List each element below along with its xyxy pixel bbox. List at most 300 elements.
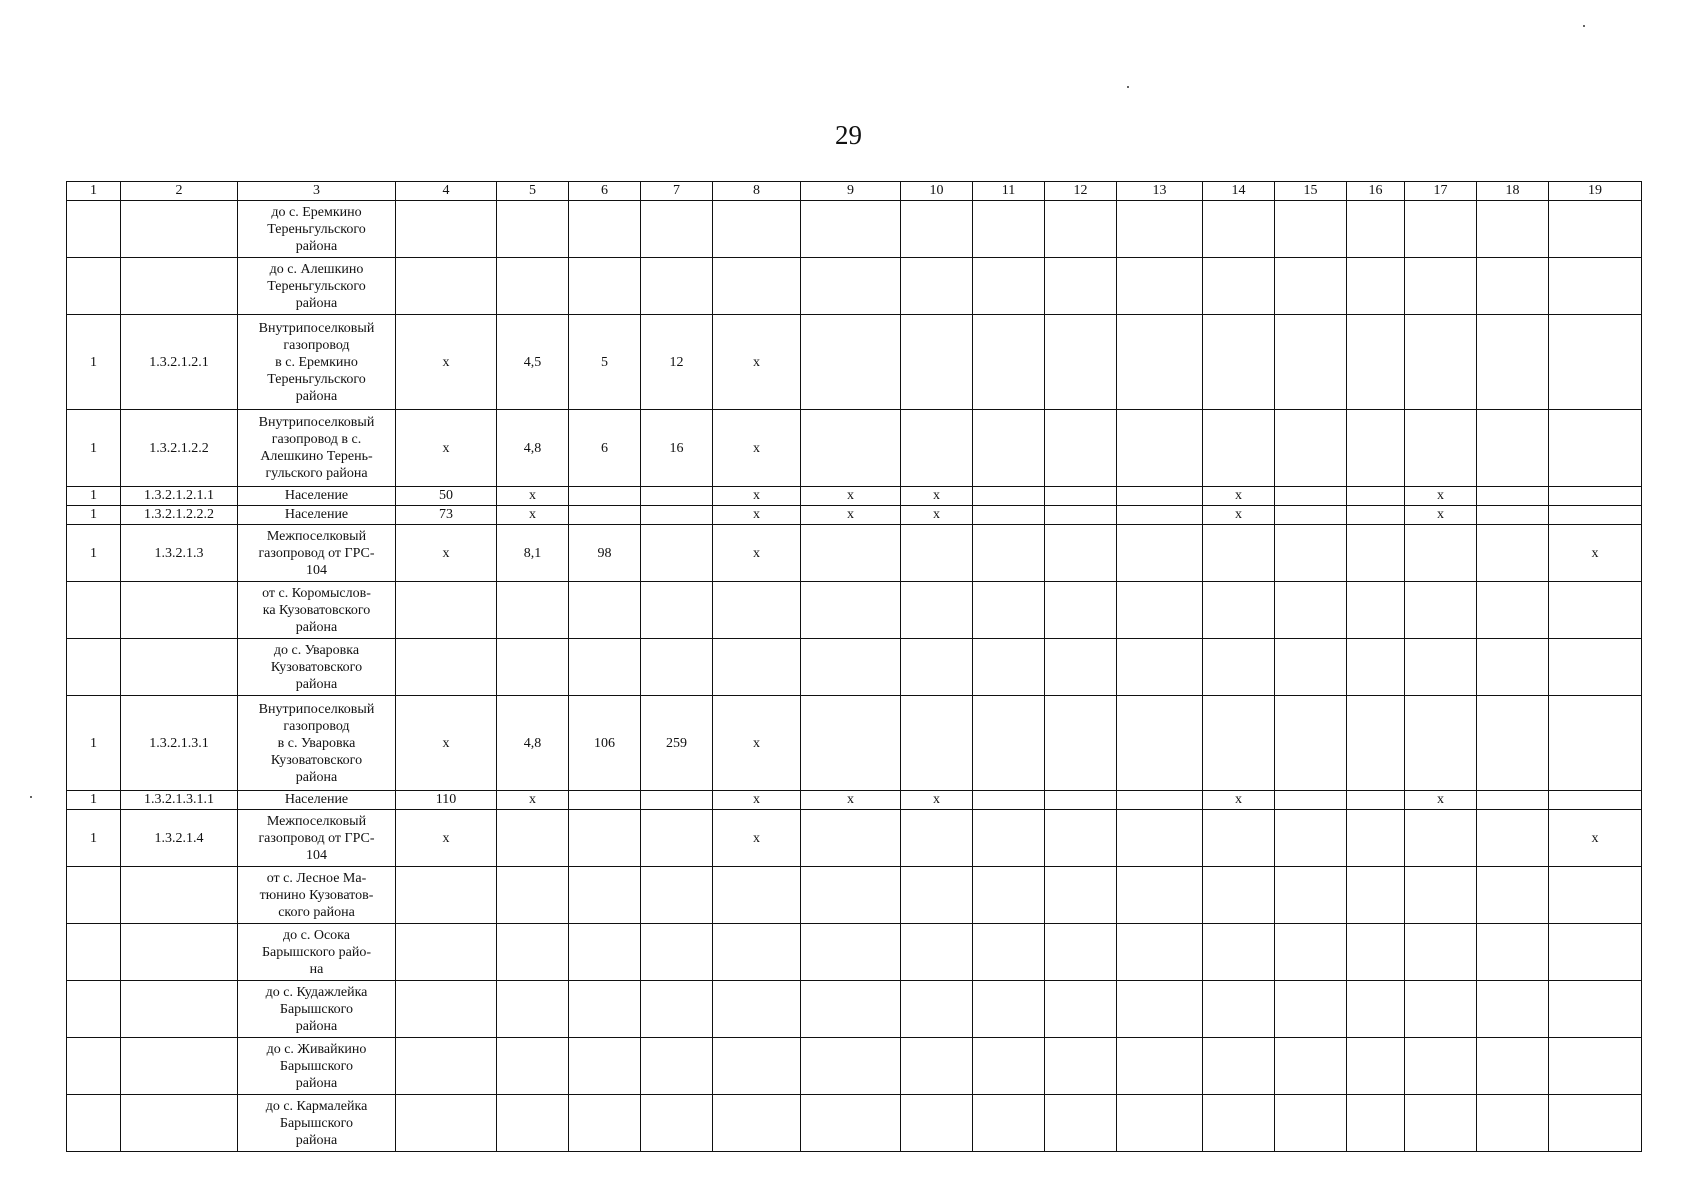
table-cell-col-8 (713, 639, 801, 696)
table-cell-col-15 (1275, 1095, 1347, 1152)
table-cell-col-10 (901, 258, 973, 315)
table-row (67, 1038, 1642, 1095)
table-cell-col-5 (497, 810, 569, 867)
table-cell-col-9 (801, 201, 901, 258)
table-cell-col-2: 1.3.2.1.2.1 (121, 315, 238, 410)
table-cell-col-13 (1117, 201, 1203, 258)
table-cell-col-18 (1477, 201, 1549, 258)
table-cell-col-6: 106 (569, 696, 641, 791)
table-cell-col-15 (1275, 582, 1347, 639)
table-cell-col-11 (973, 696, 1045, 791)
table-cell-col-15 (1275, 410, 1347, 487)
table-cell-col-9 (801, 639, 901, 696)
table-cell-col-8 (713, 582, 801, 639)
table-cell-col-19 (1549, 506, 1642, 525)
table-cell-col-18 (1477, 315, 1549, 410)
table-cell-col-11 (973, 258, 1045, 315)
table-cell-col-1 (67, 201, 121, 258)
table-cell-col-12 (1045, 1095, 1117, 1152)
table-cell-col-11 (973, 487, 1045, 506)
table-cell-col-19 (1549, 410, 1642, 487)
table-cell-col-18 (1477, 924, 1549, 981)
table-cell-col-6 (569, 867, 641, 924)
table-cell-col-18 (1477, 639, 1549, 696)
table-cell-col-14 (1203, 810, 1275, 867)
table-cell-col-4 (396, 1095, 497, 1152)
table-cell-col-2: 1.3.2.1.3.1 (121, 696, 238, 791)
table-cell-col-17 (1405, 582, 1477, 639)
table-cell-col-2: 1.3.2.1.2.1.1 (121, 487, 238, 506)
table-cell-col-15 (1275, 639, 1347, 696)
table-cell-col-10 (901, 1095, 973, 1152)
table-cell-col-8: х (713, 791, 801, 810)
table-cell-col-19: х (1549, 525, 1642, 582)
table-cell-col-5: х (497, 506, 569, 525)
table-cell-col-12 (1045, 924, 1117, 981)
table-cell-col-5: 8,1 (497, 525, 569, 582)
table-cell-col-4 (396, 201, 497, 258)
table-cell-col-7: 259 (641, 696, 713, 791)
table-cell-col-3: Межпоселковый газопровод от ГРС- 104 (238, 525, 396, 582)
table-cell-col-14 (1203, 582, 1275, 639)
table-cell-col-1: 1 (67, 525, 121, 582)
table-cell-col-14 (1203, 924, 1275, 981)
table-cell-col-13 (1117, 258, 1203, 315)
table-cell-col-13 (1117, 525, 1203, 582)
table-cell-col-2 (121, 639, 238, 696)
table-row (67, 582, 1642, 639)
table-cell-col-19 (1549, 981, 1642, 1038)
table-cell-col-4 (396, 867, 497, 924)
table-cell-col-1: 1 (67, 810, 121, 867)
table-cell-col-18 (1477, 582, 1549, 639)
table-cell-col-5 (497, 201, 569, 258)
table-cell-col-6 (569, 924, 641, 981)
table-cell-col-9 (801, 696, 901, 791)
table-cell-col-18 (1477, 487, 1549, 506)
table-cell-col-5: х (497, 791, 569, 810)
table-cell-col-5: 4,8 (497, 410, 569, 487)
table-cell-col-10 (901, 315, 973, 410)
table-cell-col-1: 1 (67, 410, 121, 487)
table-cell-col-19 (1549, 258, 1642, 315)
table-cell-col-3: до с. Еремкино Тереньгульского района (238, 201, 396, 258)
table-cell-col-14 (1203, 981, 1275, 1038)
table-cell-col-6 (569, 810, 641, 867)
table-cell-col-18 (1477, 1095, 1549, 1152)
table-cell-col-19 (1549, 791, 1642, 810)
table-cell-col-5 (497, 639, 569, 696)
table-cell-col-3: Внутрипоселковый газопровод в с. Уваровка Кузоватовского района (238, 696, 396, 791)
table-cell-col-12 (1045, 867, 1117, 924)
table-cell-col-6 (569, 487, 641, 506)
table-cell-col-8: х (713, 315, 801, 410)
table-cell-col-10 (901, 810, 973, 867)
table-cell-col-16 (1347, 1038, 1405, 1095)
table-cell-col-1 (67, 924, 121, 981)
table-cell-col-14 (1203, 258, 1275, 315)
table-cell-col-9 (801, 315, 901, 410)
table-cell-col-15 (1275, 1038, 1347, 1095)
table-cell-col-19 (1549, 867, 1642, 924)
table-cell-col-11 (973, 791, 1045, 810)
table-cell-col-17: х (1405, 506, 1477, 525)
table-cell-col-1 (67, 639, 121, 696)
table-cell-col-14 (1203, 1038, 1275, 1095)
table-cell-col-15 (1275, 258, 1347, 315)
table-cell-col-11 (973, 639, 1045, 696)
table-cell-col-13 (1117, 639, 1203, 696)
table-cell-col-3: до с. Уваровка Кузоватовского района (238, 639, 396, 696)
table-cell-col-16 (1347, 487, 1405, 506)
table-cell-col-5 (497, 981, 569, 1038)
table-cell-col-1: 1 (67, 506, 121, 525)
table-cell-col-2: 1.3.2.1.2.2 (121, 410, 238, 487)
column-number-18: 18 (1477, 182, 1549, 201)
table-cell-col-7 (641, 810, 713, 867)
table-cell-col-12 (1045, 506, 1117, 525)
table-cell-col-10 (901, 696, 973, 791)
table-cell-col-3: до с. Живайкино Барышского района (238, 1038, 396, 1095)
table-cell-col-12 (1045, 201, 1117, 258)
table-cell-col-19 (1549, 924, 1642, 981)
table-cell-col-16 (1347, 315, 1405, 410)
column-number-1: 1 (67, 182, 121, 201)
table-cell-col-2 (121, 867, 238, 924)
table-cell-col-9 (801, 810, 901, 867)
table-cell-col-14: х (1203, 487, 1275, 506)
table-cell-col-17 (1405, 315, 1477, 410)
table-cell-col-13 (1117, 410, 1203, 487)
table-cell-col-12 (1045, 639, 1117, 696)
table-cell-col-16 (1347, 981, 1405, 1038)
table-cell-col-17 (1405, 1038, 1477, 1095)
table-cell-col-9 (801, 258, 901, 315)
table-cell-col-8: х (713, 696, 801, 791)
table-row (67, 810, 1642, 867)
table-cell-col-16 (1347, 639, 1405, 696)
page-number: 29 (835, 120, 862, 150)
table-cell-col-16 (1347, 582, 1405, 639)
table-cell-col-6 (569, 1038, 641, 1095)
table-cell-col-1: 1 (67, 487, 121, 506)
table-cell-col-4: 50 (396, 487, 497, 506)
table-cell-col-19 (1549, 487, 1642, 506)
table-cell-col-17 (1405, 924, 1477, 981)
column-number-8: 8 (713, 182, 801, 201)
table-cell-col-12 (1045, 258, 1117, 315)
table-cell-col-19 (1549, 201, 1642, 258)
table-cell-col-14 (1203, 525, 1275, 582)
table-cell-col-10: х (901, 487, 973, 506)
table-cell-col-15 (1275, 506, 1347, 525)
table-cell-col-7 (641, 201, 713, 258)
table-cell-col-11 (973, 1095, 1045, 1152)
table-row (67, 924, 1642, 981)
table-cell-col-3: Внутрипоселковый газопровод в с. Еремкино Тереньгульского района (238, 315, 396, 410)
table-cell-col-3: Внутрипоселковый газопровод в с. Алешкино Терень- гульского района (238, 410, 396, 487)
scan-speck (1583, 25, 1585, 27)
table-cell-col-14: х (1203, 791, 1275, 810)
table-cell-col-7 (641, 258, 713, 315)
table-cell-col-4: х (396, 810, 497, 867)
table-cell-col-13 (1117, 810, 1203, 867)
table-cell-col-2: 1.3.2.1.3.1.1 (121, 791, 238, 810)
table-cell-col-2: 1.3.2.1.4 (121, 810, 238, 867)
column-number-5: 5 (497, 182, 569, 201)
table-cell-col-18 (1477, 791, 1549, 810)
table-cell-col-1: 1 (67, 315, 121, 410)
table-cell-col-12 (1045, 696, 1117, 791)
column-number-13: 13 (1117, 182, 1203, 201)
table-cell-col-18 (1477, 525, 1549, 582)
table-cell-col-4 (396, 639, 497, 696)
table-cell-col-17 (1405, 981, 1477, 1038)
table-cell-col-13 (1117, 1038, 1203, 1095)
table-cell-col-6 (569, 639, 641, 696)
table-cell-col-8 (713, 1095, 801, 1152)
table-row (67, 639, 1642, 696)
table-cell-col-11 (973, 1038, 1045, 1095)
table-row (67, 696, 1642, 791)
table-cell-col-3: до с. Алешкино Тереньгульского района (238, 258, 396, 315)
table-cell-col-4: х (396, 410, 497, 487)
table-cell-col-15 (1275, 201, 1347, 258)
table-cell-col-17 (1405, 639, 1477, 696)
column-number-16: 16 (1347, 182, 1405, 201)
table-cell-col-13 (1117, 487, 1203, 506)
table-cell-col-1: 1 (67, 696, 121, 791)
table-cell-col-9 (801, 1095, 901, 1152)
table-cell-col-7 (641, 582, 713, 639)
table-cell-col-8 (713, 201, 801, 258)
table-cell-col-15 (1275, 315, 1347, 410)
table-cell-col-2 (121, 924, 238, 981)
table-cell-col-15 (1275, 696, 1347, 791)
table-cell-col-18 (1477, 506, 1549, 525)
table-cell-col-16 (1347, 1095, 1405, 1152)
table-cell-col-8 (713, 924, 801, 981)
table-cell-col-17: х (1405, 791, 1477, 810)
table-cell-col-2: 1.3.2.1.2.2.2 (121, 506, 238, 525)
column-number-10: 10 (901, 182, 973, 201)
column-number-6: 6 (569, 182, 641, 201)
table-cell-col-11 (973, 201, 1045, 258)
table-cell-col-14 (1203, 696, 1275, 791)
table-cell-col-14 (1203, 201, 1275, 258)
table-cell-col-5 (497, 867, 569, 924)
column-number-19: 19 (1549, 182, 1642, 201)
table-row (67, 791, 1642, 810)
table-cell-col-5 (497, 1038, 569, 1095)
table-cell-col-12 (1045, 315, 1117, 410)
table-cell-col-17 (1405, 525, 1477, 582)
table-cell-col-5 (497, 258, 569, 315)
table-cell-col-3: до с. Кудажлейка Барышского района (238, 981, 396, 1038)
table-cell-col-16 (1347, 696, 1405, 791)
table-cell-col-11 (973, 810, 1045, 867)
table-cell-col-2 (121, 1095, 238, 1152)
table-cell-col-3: Население (238, 487, 396, 506)
table-cell-col-8: х (713, 410, 801, 487)
table-cell-col-5: х (497, 487, 569, 506)
table-cell-col-15 (1275, 810, 1347, 867)
table-cell-col-8 (713, 981, 801, 1038)
table-cell-col-7 (641, 1038, 713, 1095)
table-cell-col-1 (67, 1095, 121, 1152)
table-cell-col-9: х (801, 487, 901, 506)
table-cell-col-5 (497, 582, 569, 639)
table-cell-col-13 (1117, 506, 1203, 525)
table-cell-col-5 (497, 1095, 569, 1152)
table-cell-col-8: х (713, 487, 801, 506)
table-cell-col-14 (1203, 867, 1275, 924)
table-cell-col-3: от с. Лесное Ма- тюнино Кузоватов- ского района (238, 867, 396, 924)
table-cell-col-10 (901, 981, 973, 1038)
table-cell-col-11 (973, 867, 1045, 924)
table-cell-col-18 (1477, 810, 1549, 867)
table-cell-col-9: х (801, 506, 901, 525)
table-cell-col-18 (1477, 1038, 1549, 1095)
table-cell-col-1 (67, 1038, 121, 1095)
table-cell-col-19 (1549, 1038, 1642, 1095)
table-cell-col-14: х (1203, 506, 1275, 525)
column-number-4: 4 (396, 182, 497, 201)
table-cell-col-17 (1405, 410, 1477, 487)
table-cell-col-4: 110 (396, 791, 497, 810)
table-row (67, 867, 1642, 924)
table-cell-col-8 (713, 258, 801, 315)
scan-speck (1127, 86, 1129, 88)
column-number-14: 14 (1203, 182, 1275, 201)
table-cell-col-3: Население (238, 506, 396, 525)
table-cell-col-10 (901, 410, 973, 487)
table-cell-col-3: Межпоселковый газопровод от ГРС- 104 (238, 810, 396, 867)
table-cell-col-1 (67, 582, 121, 639)
table-cell-col-12 (1045, 487, 1117, 506)
table-cell-col-10 (901, 867, 973, 924)
table-cell-col-17 (1405, 1095, 1477, 1152)
table-cell-col-10 (901, 201, 973, 258)
table-cell-col-6 (569, 981, 641, 1038)
table-cell-col-15 (1275, 487, 1347, 506)
table-cell-col-8: х (713, 810, 801, 867)
table-cell-col-9 (801, 924, 901, 981)
column-number-row (67, 182, 1642, 201)
table-cell-col-4 (396, 582, 497, 639)
table-row (67, 315, 1642, 410)
table-cell-col-10: х (901, 791, 973, 810)
table-cell-col-2 (121, 258, 238, 315)
column-number-12: 12 (1045, 182, 1117, 201)
table-cell-col-18 (1477, 258, 1549, 315)
table-cell-col-5: 4,5 (497, 315, 569, 410)
table-cell-col-12 (1045, 410, 1117, 487)
table-cell-col-6 (569, 506, 641, 525)
table-cell-col-9 (801, 525, 901, 582)
data-table (66, 181, 1642, 1152)
table-cell-col-19: х (1549, 810, 1642, 867)
table-cell-col-2 (121, 582, 238, 639)
table-cell-col-13 (1117, 696, 1203, 791)
table-cell-col-11 (973, 525, 1045, 582)
table-cell-col-7 (641, 525, 713, 582)
table-cell-col-9 (801, 1038, 901, 1095)
table-cell-col-1 (67, 258, 121, 315)
table-row (67, 487, 1642, 506)
table-cell-col-13 (1117, 315, 1203, 410)
table-cell-col-9 (801, 981, 901, 1038)
table-cell-col-15 (1275, 924, 1347, 981)
table-cell-col-17: х (1405, 487, 1477, 506)
table-cell-col-12 (1045, 981, 1117, 1038)
table-cell-col-9: х (801, 791, 901, 810)
table-cell-col-10 (901, 525, 973, 582)
table-cell-col-6: 98 (569, 525, 641, 582)
table-cell-col-9 (801, 410, 901, 487)
table-cell-col-4 (396, 1038, 497, 1095)
table-cell-col-17 (1405, 867, 1477, 924)
table-cell-col-16 (1347, 410, 1405, 487)
table-cell-col-15 (1275, 525, 1347, 582)
table-cell-col-10 (901, 924, 973, 981)
table-cell-col-12 (1045, 810, 1117, 867)
table-cell-col-8: х (713, 506, 801, 525)
table-cell-col-10 (901, 1038, 973, 1095)
table-cell-col-1 (67, 867, 121, 924)
table-cell-col-16 (1347, 258, 1405, 315)
table-row (67, 410, 1642, 487)
table-cell-col-9 (801, 867, 901, 924)
table-cell-col-10 (901, 639, 973, 696)
table-cell-col-6 (569, 791, 641, 810)
table-cell-col-5: 4,8 (497, 696, 569, 791)
table-cell-col-11 (973, 582, 1045, 639)
table-cell-col-15 (1275, 867, 1347, 924)
table-cell-col-8 (713, 1038, 801, 1095)
table-cell-col-7 (641, 924, 713, 981)
table-cell-col-7 (641, 487, 713, 506)
table-cell-col-17 (1405, 258, 1477, 315)
column-number-2: 2 (121, 182, 238, 201)
column-number-3: 3 (238, 182, 396, 201)
table-cell-col-19 (1549, 315, 1642, 410)
table-cell-col-7 (641, 1095, 713, 1152)
table-row (67, 201, 1642, 258)
table-cell-col-19 (1549, 1095, 1642, 1152)
table-cell-col-3: Население (238, 791, 396, 810)
table-cell-col-13 (1117, 1095, 1203, 1152)
table-cell-col-6 (569, 258, 641, 315)
table-cell-col-6 (569, 201, 641, 258)
table-cell-col-13 (1117, 924, 1203, 981)
table-cell-col-4 (396, 258, 497, 315)
table-cell-col-7 (641, 981, 713, 1038)
table-cell-col-14 (1203, 1095, 1275, 1152)
table-cell-col-5 (497, 924, 569, 981)
table-cell-col-2 (121, 201, 238, 258)
table-cell-col-13 (1117, 867, 1203, 924)
table-cell-col-6: 6 (569, 410, 641, 487)
table-cell-col-13 (1117, 791, 1203, 810)
table-row (67, 258, 1642, 315)
table-cell-col-11 (973, 315, 1045, 410)
table-cell-col-3: от с. Коромыслов- ка Кузоватовского района (238, 582, 396, 639)
table-cell-col-11 (973, 506, 1045, 525)
table-cell-col-7 (641, 791, 713, 810)
table-cell-col-6 (569, 582, 641, 639)
table-cell-col-13 (1117, 582, 1203, 639)
